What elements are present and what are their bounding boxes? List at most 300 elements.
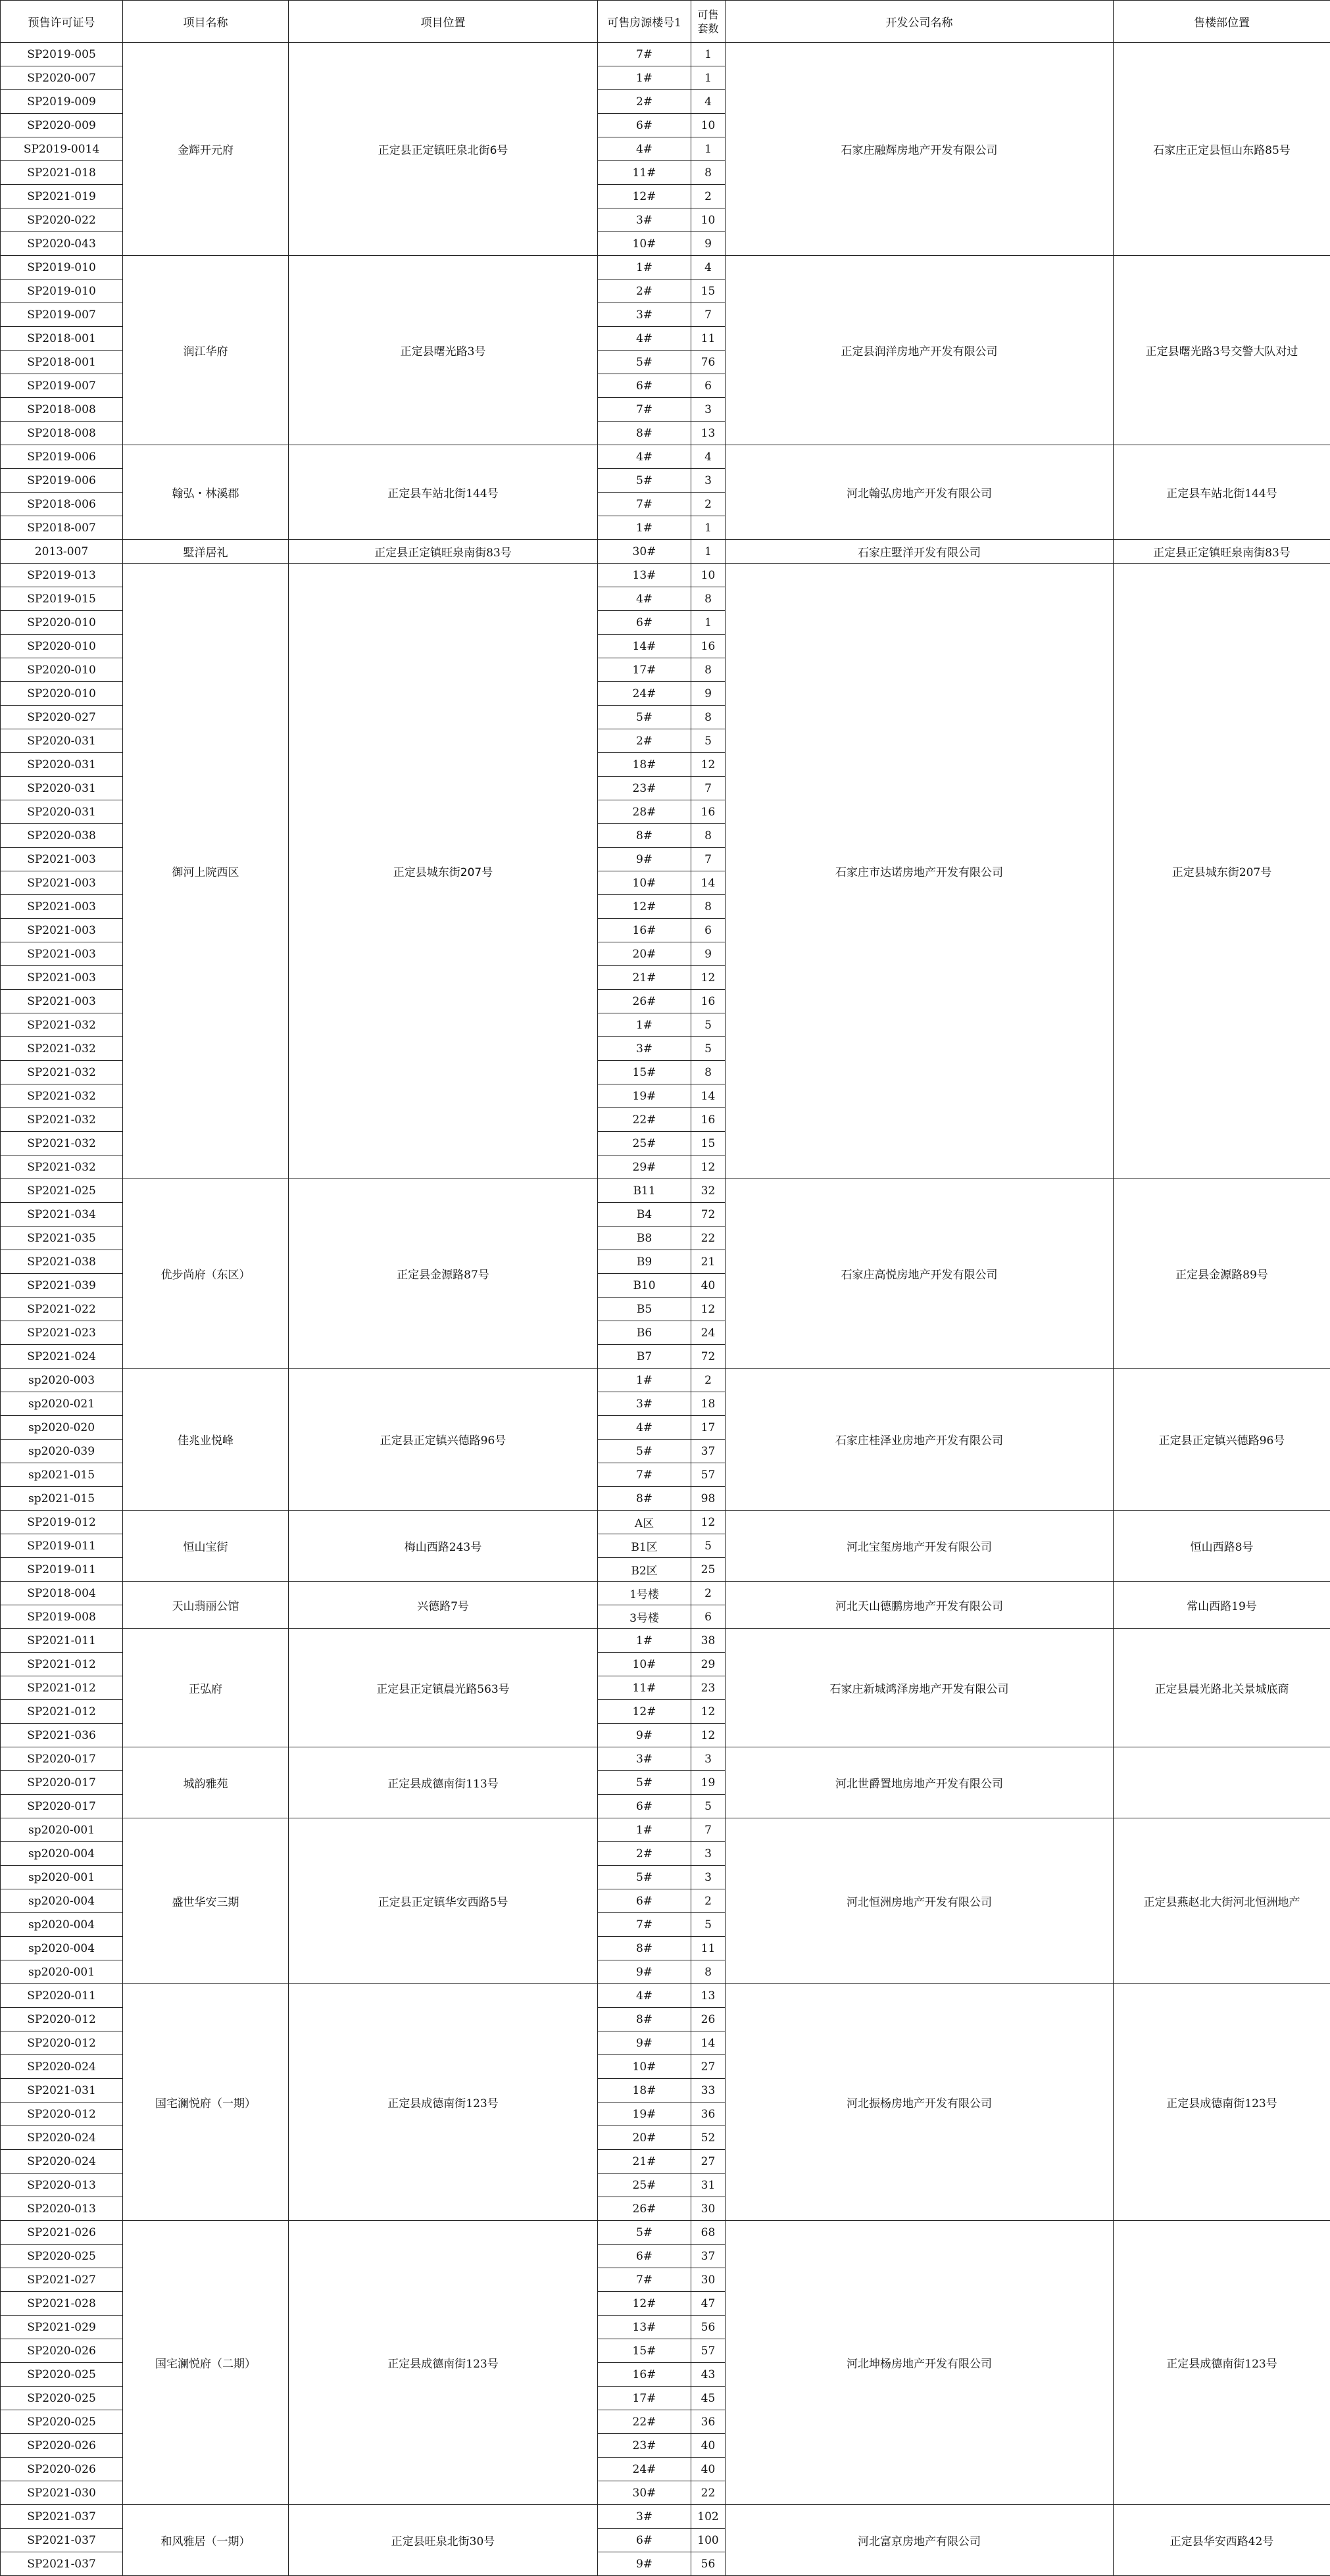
available-units-cell: 14 — [691, 1084, 726, 1108]
building-no-cell: 3# — [598, 1392, 691, 1416]
header-available-units: 可售套数 — [691, 1, 726, 43]
permit-no-cell: SP2021-028 — [1, 2292, 123, 2316]
table-row — [1, 256, 1330, 279]
available-units-cell: 12 — [691, 1724, 726, 1747]
permit-no-cell: SP2020-025 — [1, 2245, 123, 2268]
project-name-cell: 天山翡丽公馆 — [123, 1582, 289, 1629]
permit-no-cell: SP2019-015 — [1, 587, 123, 611]
available-units-cell: 56 — [691, 2316, 726, 2339]
available-units-cell: 14 — [691, 871, 726, 895]
building-no-cell: 10# — [598, 232, 691, 256]
building-no-cell: 6# — [598, 2245, 691, 2268]
building-no-cell: 21# — [598, 966, 691, 990]
table-row — [1, 2221, 1330, 2245]
permit-no-cell: sp2020-003 — [1, 1369, 123, 1392]
available-units-cell: 5 — [691, 1037, 726, 1061]
sales-office-cell: 石家庄正定县恒山东路85号 — [1114, 43, 1330, 256]
project-name-cell: 恒山宝街 — [123, 1511, 289, 1582]
available-units-cell: 6 — [691, 919, 726, 942]
available-units-cell: 13 — [691, 1984, 726, 2008]
permit-no-cell: SP2020-009 — [1, 114, 123, 137]
building-no-cell: 23# — [598, 777, 691, 800]
building-no-cell: 12# — [598, 1700, 691, 1724]
building-no-cell: 1# — [598, 1629, 691, 1653]
building-no-cell: 20# — [598, 2126, 691, 2150]
available-units-cell: 45 — [691, 2387, 726, 2410]
building-no-cell: 10# — [598, 1653, 691, 1676]
permit-no-cell: SP2021-027 — [1, 2268, 123, 2292]
permit-no-cell: SP2021-032 — [1, 1108, 123, 1132]
building-no-cell: 25# — [598, 1132, 691, 1155]
permit-no-cell: SP2020-012 — [1, 2102, 123, 2126]
project-location-cell: 正定县旺泉北街30号 — [289, 2505, 598, 2576]
building-no-cell: 8# — [598, 2008, 691, 2031]
permit-no-cell: SP2019-007 — [1, 303, 123, 327]
permit-no-cell: SP2021-031 — [1, 2079, 123, 2102]
project-location-cell: 正定县成德南街123号 — [289, 2221, 598, 2505]
permit-no-cell: SP2020-025 — [1, 2387, 123, 2410]
available-units-cell: 100 — [691, 2529, 726, 2552]
building-no-cell: 9# — [598, 2552, 691, 2576]
building-no-cell: 3# — [598, 303, 691, 327]
building-no-cell: 21# — [598, 2150, 691, 2174]
available-units-cell: 8 — [691, 824, 726, 848]
permit-no-cell: sp2020-004 — [1, 1913, 123, 1937]
building-no-cell: 22# — [598, 1108, 691, 1132]
available-units-cell: 8 — [691, 706, 726, 729]
available-units-cell: 15 — [691, 1132, 726, 1155]
available-units-cell: 36 — [691, 2102, 726, 2126]
building-no-cell: 22# — [598, 2410, 691, 2434]
building-no-cell: 7# — [598, 2268, 691, 2292]
building-no-cell: 11# — [598, 1676, 691, 1700]
available-units-cell: 9 — [691, 942, 726, 966]
table-row — [1, 1984, 1330, 2008]
building-no-cell: 3# — [598, 2505, 691, 2529]
permit-no-cell: SP2020-038 — [1, 824, 123, 848]
building-no-cell: 19# — [598, 1084, 691, 1108]
permit-no-cell: SP2018-001 — [1, 327, 123, 351]
permit-no-cell: SP2021-003 — [1, 919, 123, 942]
available-units-cell: 2 — [691, 1582, 726, 1605]
project-name-cell: 佳兆业悦峰 — [123, 1369, 289, 1511]
project-name-cell: 墅洋居礼 — [123, 540, 289, 564]
building-no-cell: 30# — [598, 2481, 691, 2505]
available-units-cell: 3 — [691, 1842, 726, 1866]
available-units-cell: 98 — [691, 1487, 726, 1511]
available-units-cell: 72 — [691, 1203, 726, 1227]
available-units-cell: 2 — [691, 1889, 726, 1913]
permit-no-cell: SP2021-035 — [1, 1227, 123, 1250]
building-no-cell: 4# — [598, 445, 691, 469]
project-location-cell: 正定县正定镇兴德路96号 — [289, 1369, 598, 1511]
available-units-cell: 1 — [691, 611, 726, 635]
permit-no-cell: SP2021-003 — [1, 990, 123, 1013]
sales-office-cell — [1114, 1747, 1330, 1818]
permit-no-cell: SP2019-010 — [1, 279, 123, 303]
building-no-cell: 26# — [598, 2197, 691, 2221]
building-no-cell: 5# — [598, 2221, 691, 2245]
available-units-cell: 8 — [691, 895, 726, 919]
available-units-cell: 17 — [691, 1416, 726, 1440]
building-no-cell: 1# — [598, 66, 691, 90]
building-no-cell: B2区 — [598, 1558, 691, 1582]
building-no-cell: 1# — [598, 1013, 691, 1037]
available-units-cell: 3 — [691, 398, 726, 422]
permit-no-cell: SP2021-003 — [1, 871, 123, 895]
building-no-cell: 2# — [598, 1842, 691, 1866]
sales-office-cell: 正定县燕赵北大街河北恒洲地产 — [1114, 1818, 1330, 1984]
permit-no-cell: SP2019-010 — [1, 256, 123, 279]
permit-no-cell: SP2019-008 — [1, 1605, 123, 1629]
permit-no-cell: SP2021-032 — [1, 1155, 123, 1179]
permit-no-cell: SP2019-012 — [1, 1511, 123, 1534]
project-location-cell: 正定县车站北街144号 — [289, 445, 598, 540]
available-units-cell: 29 — [691, 1653, 726, 1676]
developer-cell: 河北振杨房地产开发有限公司 — [726, 1984, 1114, 2221]
developer-cell: 河北世爵置地房地产开发有限公司 — [726, 1747, 1114, 1818]
developer-cell: 河北宝玺房地产开发有限公司 — [726, 1511, 1114, 1582]
sales-office-cell: 正定县晨光路北关景城底商 — [1114, 1629, 1330, 1747]
building-no-cell: 12# — [598, 895, 691, 919]
permit-no-cell: sp2020-001 — [1, 1866, 123, 1889]
building-no-cell: 1# — [598, 1818, 691, 1842]
building-no-cell: 1号楼 — [598, 1582, 691, 1605]
developer-cell: 石家庄市达诺房地产开发有限公司 — [726, 564, 1114, 1179]
available-units-cell: 32 — [691, 1179, 726, 1203]
permit-no-cell: SP2020-010 — [1, 635, 123, 658]
table-row — [1, 1582, 1330, 1605]
building-no-cell: 8# — [598, 1937, 691, 1960]
project-name-cell: 御河上院西区 — [123, 564, 289, 1179]
permit-no-cell: SP2021-032 — [1, 1061, 123, 1084]
permit-no-cell: SP2020-010 — [1, 682, 123, 706]
permit-no-cell: sp2020-001 — [1, 1818, 123, 1842]
table-row — [1, 564, 1330, 587]
available-units-cell: 1 — [691, 43, 726, 66]
building-no-cell: B11 — [598, 1179, 691, 1203]
permit-no-cell: SP2021-003 — [1, 895, 123, 919]
building-no-cell: 4# — [598, 1984, 691, 2008]
sales-office-cell: 正定县成德南街123号 — [1114, 2221, 1330, 2505]
permit-no-cell: SP2021-011 — [1, 1629, 123, 1653]
permit-no-cell: SP2019-011 — [1, 1558, 123, 1582]
permit-no-cell: SP2021-038 — [1, 1250, 123, 1274]
sales-office-cell: 正定县城东街207号 — [1114, 564, 1330, 1179]
available-units-cell: 16 — [691, 800, 726, 824]
permit-no-cell: SP2020-012 — [1, 2031, 123, 2055]
header-project-name: 项目名称 — [123, 1, 289, 43]
available-units-cell: 15 — [691, 279, 726, 303]
table-row — [1, 1747, 1330, 1771]
sales-office-cell: 正定县成德南街123号 — [1114, 1984, 1330, 2221]
available-units-cell: 12 — [691, 1700, 726, 1724]
table-row — [1, 43, 1330, 66]
building-no-cell: 11# — [598, 161, 691, 185]
building-no-cell: 12# — [598, 185, 691, 208]
project-location-cell: 正定县正定镇旺泉北街6号 — [289, 43, 598, 256]
available-units-cell: 2 — [691, 185, 726, 208]
permit-no-cell: SP2020-024 — [1, 2126, 123, 2150]
available-units-cell: 5 — [691, 1913, 726, 1937]
permit-no-cell: SP2020-017 — [1, 1771, 123, 1795]
building-no-cell: 29# — [598, 1155, 691, 1179]
table-row — [1, 1179, 1330, 1203]
building-no-cell: B10 — [598, 1274, 691, 1298]
permit-no-cell: SP2021-023 — [1, 1321, 123, 1345]
permit-no-cell: SP2021-037 — [1, 2529, 123, 2552]
permit-no-cell: SP2018-004 — [1, 1582, 123, 1605]
building-no-cell: 19# — [598, 2102, 691, 2126]
available-units-cell: 31 — [691, 2174, 726, 2197]
project-name-cell: 国宅澜悦府（二期） — [123, 2221, 289, 2505]
permit-no-cell: SP2021-030 — [1, 2481, 123, 2505]
building-no-cell: 10# — [598, 2055, 691, 2079]
available-units-cell: 2 — [691, 493, 726, 516]
permit-no-cell: sp2020-004 — [1, 1937, 123, 1960]
building-no-cell: 3号楼 — [598, 1605, 691, 1629]
available-units-cell: 25 — [691, 1558, 726, 1582]
building-no-cell: 7# — [598, 1463, 691, 1487]
available-units-cell: 27 — [691, 2150, 726, 2174]
building-no-cell: B1区 — [598, 1534, 691, 1558]
available-units-cell: 8 — [691, 161, 726, 185]
available-units-cell: 12 — [691, 966, 726, 990]
building-no-cell: 17# — [598, 658, 691, 682]
permit-no-cell: SP2019-0014 — [1, 137, 123, 161]
available-units-cell: 1 — [691, 516, 726, 540]
available-units-cell: 16 — [691, 1108, 726, 1132]
available-units-cell: 16 — [691, 635, 726, 658]
building-no-cell: 6# — [598, 1795, 691, 1818]
permit-no-cell: sp2021-015 — [1, 1487, 123, 1511]
project-location-cell: 正定县成德南街113号 — [289, 1747, 598, 1818]
permit-no-cell: SP2020-025 — [1, 2363, 123, 2387]
header-row — [1, 1, 1330, 43]
available-units-cell: 27 — [691, 2055, 726, 2079]
permit-no-cell: SP2020-031 — [1, 777, 123, 800]
available-units-cell: 43 — [691, 2363, 726, 2387]
developer-cell: 河北坤杨房地产开发有限公司 — [726, 2221, 1114, 2505]
building-no-cell: 2# — [598, 90, 691, 114]
building-no-cell: 9# — [598, 1960, 691, 1984]
building-no-cell: 6# — [598, 1889, 691, 1913]
project-name-cell: 国宅澜悦府（一期） — [123, 1984, 289, 2221]
header-developer: 开发公司名称 — [726, 1, 1114, 43]
building-no-cell: 25# — [598, 2174, 691, 2197]
available-units-cell: 13 — [691, 422, 726, 445]
building-no-cell: 14# — [598, 635, 691, 658]
building-no-cell: 18# — [598, 753, 691, 777]
header-project-location: 项目位置 — [289, 1, 598, 43]
available-units-cell: 2 — [691, 1369, 726, 1392]
available-units-cell: 11 — [691, 327, 726, 351]
available-units-cell: 36 — [691, 2410, 726, 2434]
available-units-cell: 26 — [691, 2008, 726, 2031]
building-no-cell: 5# — [598, 706, 691, 729]
building-no-cell: 30# — [598, 540, 691, 564]
project-name-cell: 翰弘・林溪郡 — [123, 445, 289, 540]
building-no-cell: 1# — [598, 1369, 691, 1392]
available-units-cell: 68 — [691, 2221, 726, 2245]
building-no-cell: 13# — [598, 564, 691, 587]
available-units-cell: 30 — [691, 2197, 726, 2221]
permit-no-cell: SP2020-013 — [1, 2174, 123, 2197]
sales-office-cell: 正定县车站北街144号 — [1114, 445, 1330, 540]
developer-cell: 河北富京房地产有限公司 — [726, 2505, 1114, 2576]
header-building-no: 可售房源楼号1 — [598, 1, 691, 43]
building-no-cell: 16# — [598, 919, 691, 942]
developer-cell: 正定县润洋房地产开发有限公司 — [726, 256, 1114, 445]
building-no-cell: 1# — [598, 256, 691, 279]
building-no-cell: 15# — [598, 1061, 691, 1084]
permit-no-cell: sp2020-001 — [1, 1960, 123, 1984]
developer-cell: 石家庄墅洋开发有限公司 — [726, 540, 1114, 564]
developer-cell: 河北恒洲房地产开发有限公司 — [726, 1818, 1114, 1984]
permit-no-cell: SP2021-032 — [1, 1037, 123, 1061]
table-row — [1, 1511, 1330, 1534]
building-no-cell: 8# — [598, 422, 691, 445]
available-units-cell: 1 — [691, 137, 726, 161]
permit-no-cell: SP2018-007 — [1, 516, 123, 540]
available-units-cell: 6 — [691, 1605, 726, 1629]
available-units-cell: 10 — [691, 208, 726, 232]
project-name-cell: 盛世华安三期 — [123, 1818, 289, 1984]
available-units-cell: 30 — [691, 2268, 726, 2292]
building-no-cell: 16# — [598, 2363, 691, 2387]
building-no-cell: 4# — [598, 327, 691, 351]
available-units-cell: 10 — [691, 564, 726, 587]
available-units-cell: 16 — [691, 990, 726, 1013]
available-units-cell: 7 — [691, 303, 726, 327]
available-units-cell: 19 — [691, 1771, 726, 1795]
permit-no-cell: SP2019-006 — [1, 469, 123, 493]
building-no-cell: 4# — [598, 1416, 691, 1440]
building-no-cell: A区 — [598, 1511, 691, 1534]
table-row — [1, 1818, 1330, 1842]
permit-no-cell: SP2021-022 — [1, 1298, 123, 1321]
project-location-cell: 梅山西路243号 — [289, 1511, 598, 1582]
permit-no-cell: SP2021-026 — [1, 2221, 123, 2245]
permit-no-cell: SP2021-012 — [1, 1700, 123, 1724]
available-units-cell: 40 — [691, 2458, 726, 2481]
permit-no-cell: SP2021-032 — [1, 1132, 123, 1155]
building-no-cell: 6# — [598, 611, 691, 635]
permit-no-cell: SP2020-025 — [1, 2410, 123, 2434]
building-no-cell: 5# — [598, 351, 691, 374]
permit-no-cell: SP2021-039 — [1, 1274, 123, 1298]
building-no-cell: 6# — [598, 374, 691, 398]
table-row — [1, 2505, 1330, 2529]
building-no-cell: 2# — [598, 729, 691, 753]
sales-office-cell: 正定县正定镇兴德路96号 — [1114, 1369, 1330, 1511]
building-no-cell: 5# — [598, 1866, 691, 1889]
permit-no-cell: SP2021-036 — [1, 1724, 123, 1747]
building-no-cell: B4 — [598, 1203, 691, 1227]
available-units-cell: 12 — [691, 1155, 726, 1179]
available-units-cell: 7 — [691, 1818, 726, 1842]
building-no-cell: B6 — [598, 1321, 691, 1345]
building-no-cell: B5 — [598, 1298, 691, 1321]
building-no-cell: 3# — [598, 1037, 691, 1061]
building-no-cell: 23# — [598, 2434, 691, 2458]
permit-no-cell: sp2020-020 — [1, 1416, 123, 1440]
permit-no-cell: SP2020-031 — [1, 753, 123, 777]
available-units-cell: 37 — [691, 2245, 726, 2268]
available-units-cell: 9 — [691, 682, 726, 706]
permit-no-cell: SP2020-010 — [1, 658, 123, 682]
permit-no-cell: SP2020-017 — [1, 1747, 123, 1771]
available-units-cell: 23 — [691, 1676, 726, 1700]
available-units-cell: 9 — [691, 232, 726, 256]
permit-no-cell: sp2020-021 — [1, 1392, 123, 1416]
permit-no-cell: SP2021-012 — [1, 1676, 123, 1700]
project-location-cell: 兴德路7号 — [289, 1582, 598, 1629]
building-no-cell: B9 — [598, 1250, 691, 1274]
permit-no-cell: SP2019-005 — [1, 43, 123, 66]
building-no-cell: 9# — [598, 848, 691, 871]
building-no-cell: 7# — [598, 398, 691, 422]
permit-no-cell: SP2021-003 — [1, 848, 123, 871]
permit-no-cell: SP2020-024 — [1, 2150, 123, 2174]
permit-no-cell: SP2021-003 — [1, 942, 123, 966]
project-name-cell: 润江华府 — [123, 256, 289, 445]
developer-cell: 河北天山德鹏房地产开发有限公司 — [726, 1582, 1114, 1629]
project-location-cell: 正定县成德南街123号 — [289, 1984, 598, 2221]
building-no-cell: 20# — [598, 942, 691, 966]
table-body — [1, 43, 1330, 2576]
building-no-cell: 8# — [598, 1487, 691, 1511]
available-units-cell: 18 — [691, 1392, 726, 1416]
permit-no-cell: SP2021-032 — [1, 1013, 123, 1037]
permit-no-cell: SP2021-029 — [1, 2316, 123, 2339]
project-name-cell: 正弘府 — [123, 1629, 289, 1747]
permit-no-cell: SP2020-017 — [1, 1795, 123, 1818]
available-units-cell: 8 — [691, 1960, 726, 1984]
sales-office-cell: 恒山西路8号 — [1114, 1511, 1330, 1582]
permit-no-cell: SP2020-031 — [1, 800, 123, 824]
permit-no-cell: sp2020-004 — [1, 1889, 123, 1913]
permit-no-cell: SP2020-013 — [1, 2197, 123, 2221]
permit-no-cell: SP2020-012 — [1, 2008, 123, 2031]
available-units-cell: 52 — [691, 2126, 726, 2150]
permit-no-cell: SP2021-037 — [1, 2552, 123, 2576]
header-permit-no: 预售许可证号 — [1, 1, 123, 43]
available-units-cell: 1 — [691, 540, 726, 564]
permit-no-cell: SP2019-011 — [1, 1534, 123, 1558]
available-units-cell: 8 — [691, 587, 726, 611]
sales-office-cell: 正定县金源路89号 — [1114, 1179, 1330, 1369]
building-no-cell: B7 — [598, 1345, 691, 1369]
permit-no-cell: SP2020-043 — [1, 232, 123, 256]
project-location-cell: 正定县金源路87号 — [289, 1179, 598, 1369]
available-units-cell: 40 — [691, 1274, 726, 1298]
available-units-cell: 57 — [691, 2339, 726, 2363]
available-units-cell: 8 — [691, 658, 726, 682]
building-no-cell: 6# — [598, 2529, 691, 2552]
permit-no-cell: SP2018-001 — [1, 351, 123, 374]
building-no-cell: 5# — [598, 1440, 691, 1463]
permit-no-cell: SP2021-025 — [1, 1179, 123, 1203]
building-no-cell: 4# — [598, 137, 691, 161]
building-no-cell: 1# — [598, 516, 691, 540]
developer-cell: 石家庄融辉房地产开发有限公司 — [726, 43, 1114, 256]
permit-no-cell: SP2020-011 — [1, 1984, 123, 2008]
permit-no-cell: SP2020-031 — [1, 729, 123, 753]
available-units-cell: 4 — [691, 90, 726, 114]
permit-no-cell: SP2020-024 — [1, 2055, 123, 2079]
sales-office-cell: 正定县曙光路3号交警大队对过 — [1114, 256, 1330, 445]
